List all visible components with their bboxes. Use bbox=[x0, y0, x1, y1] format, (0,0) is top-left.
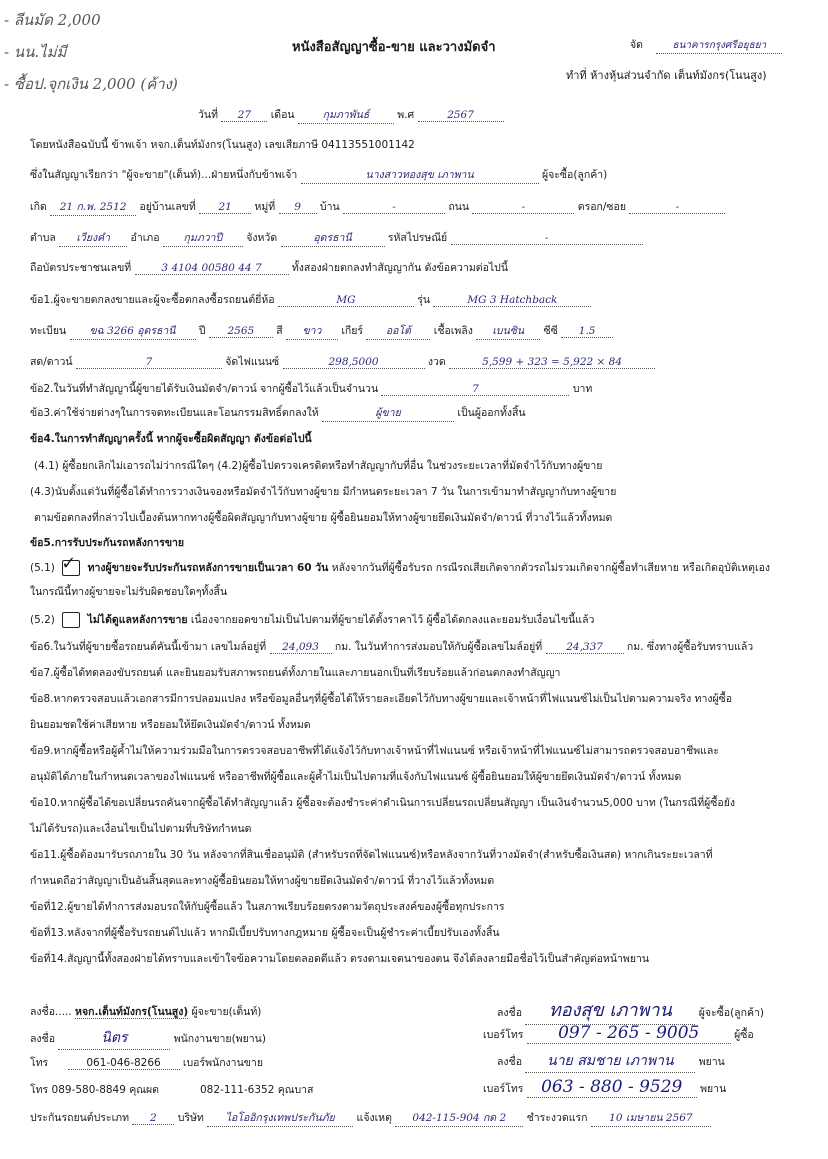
finance-label: จัดไฟแนนซ์ bbox=[225, 356, 280, 368]
document-title: หนังสือสัญญาซื้อ-ขาย และวางมัดจำ bbox=[292, 40, 496, 55]
car-cc: 1.5 bbox=[561, 325, 613, 338]
clause-2-text: ข้อ2.ในวันที่ทำสัญญานี้ผู้ขายได้รับเงินมัดจำ/ดาวน์ จากผู้ซื้อไว้แล้วเป็นจำนวน bbox=[30, 383, 379, 395]
buyer-post: ผู้จะซื้อ(ลูกค้า) bbox=[541, 169, 608, 181]
handwritten-note-1: - ลีนมัด 2,000 bbox=[4, 11, 101, 29]
fuel-label: เชื้อเพลิง bbox=[433, 325, 473, 337]
car-fuel: เบนซิน bbox=[476, 322, 540, 340]
mileage-out: 24,337 bbox=[546, 641, 624, 654]
car-model: MG 3 Hatchback bbox=[433, 294, 591, 307]
contact-tel-1: โทร 089-580-8849 คุณผต bbox=[30, 1084, 159, 1096]
buyer-tel-post: ผู้ซื้อ bbox=[734, 1029, 754, 1041]
village-label: บ้าน bbox=[319, 201, 340, 213]
clause-2-unit: บาท bbox=[572, 383, 593, 395]
witness-sign-label: ลงชื่อ bbox=[497, 1056, 522, 1068]
clause-9b: อนุมัติได้ภายในกำหนดเวลาของไฟแนนซ์ หรืออาชีพที่ผู้ซื้อและผู้ค้ำไม่เป็นไปตามที่แจ้งกับไฟแนนซ์ ผู้ซื้อยินยอมให้ผู้ขายยึดเงินมัดจำ/ดาวน์ ทั้งหมด bbox=[30, 771, 682, 783]
soi-value: - bbox=[629, 201, 725, 214]
clause-3-post: เป็นผู้ออกทั้งสิ้น bbox=[457, 407, 526, 419]
no-warranty-checkbox[interactable] bbox=[62, 612, 80, 628]
inst-value: 5,599 + 323 = 5,922 × 84 bbox=[449, 356, 655, 369]
buyer-tel: 097 - 265 - 9005 bbox=[527, 1023, 731, 1044]
date-label: วันที่ bbox=[198, 109, 218, 121]
staff-tel: 061-046-8266 bbox=[68, 1057, 180, 1070]
finance-line bbox=[30, 353, 655, 370]
id-line bbox=[30, 259, 508, 276]
car-brand: MG bbox=[278, 294, 414, 307]
car-reg: ขฉ 3266 อุดรธานี bbox=[70, 322, 196, 340]
buyer-sign-post: ผู้จะซื้อ(ลูกค้า) bbox=[698, 1007, 764, 1019]
made-at: ทำที่ ห้างหุ้นส่วนจำกัด เต็นท์มังกร(โนนสูง) bbox=[566, 69, 767, 82]
born-value: 21 ก.พ. 2512 bbox=[50, 198, 136, 216]
amphoe-label: อำเภอ bbox=[130, 232, 160, 244]
inst-label: งวด bbox=[427, 356, 446, 368]
clause-6 bbox=[30, 638, 753, 655]
handwritten-note-2: - นน.ไม่มี bbox=[4, 43, 67, 61]
date-month: กุมภาพันธ์ bbox=[298, 106, 394, 124]
clause-5-heading: ข้อ5.การรับประกันรถหลังการขาย bbox=[30, 537, 185, 549]
tambon-value: เวียงคำ bbox=[59, 229, 127, 247]
clause-5-2 bbox=[30, 611, 594, 628]
road-label: ถนน bbox=[448, 201, 470, 213]
id-post: ทั้งสองฝ่ายตกลงทำสัญญากัน ดังข้อความต่อไปนี้ bbox=[291, 262, 509, 274]
car-year-label: ปี bbox=[198, 325, 206, 337]
clause-4-3b: ตามข้อตกลงที่กล่าวไปเบื้องต้นหากทางผู้ซื้อผิดสัญญากับทางผู้ขาย ผู้ซื้อยินยอมให้ทางผู้ขายยึดเงินมัดจำ/ดาวน์ ที่วางไว้แล้วทั้งหมด bbox=[34, 512, 613, 524]
clause-11a: ข้อ11.ผู้ซื้อต้องมารับรถภายใน 30 วัน หลังจากที่สินเชื่ออนุมัติ (สำหรับรถที่จัดไฟแนนซ์)หรือหลังจากวันที่วางมัดจำ(สำหรับซื้อเงินสด) หากเกินระยะเวลาที่ bbox=[30, 849, 713, 861]
house-label: อยู่บ้านเลขที่ bbox=[139, 201, 196, 213]
gear-label: เกียร์ bbox=[341, 325, 364, 337]
buyer-tel-label: เบอร์โทร bbox=[483, 1029, 524, 1041]
clause-10a: ข้อ10.หากผู้ซื้อได้ขอเปลี่ยนรถคันจากผู้ซื้อได้ทำสัญญาแล้ว ผู้ซื้อจะต้องชำระค่าดำเนินการเปลี่ยนรถเปลี่ยนสัญญา เป็นเงินจำนวน5,000 บาท (ในกรณีที่ผู้ซื้อยัง bbox=[30, 797, 736, 809]
ins-company: ไอโออิกรุงเทพประกันภัย bbox=[207, 1109, 353, 1127]
contact-tel-2: 082-111-6352 คุณบาส bbox=[200, 1084, 314, 1096]
moo-value: 9 bbox=[279, 201, 317, 214]
car-color: ขาว bbox=[286, 322, 338, 340]
moo-label: หมู่ที่ bbox=[254, 201, 276, 213]
clause-5-1-label: (5.1) bbox=[30, 562, 55, 574]
clause-7: ข้อ7.ผู้ซื้อได้ทดลองขับรถยนต์ และยินยอมรับสภาพรถยนต์ทั้งภายในและภายนอกเป็นที่เรียบร้อยแล้วก่อนตกลงทำสัญญา bbox=[30, 667, 561, 679]
mileage-in: 24,093 bbox=[270, 641, 332, 654]
clause-3-value: ผู้ขาย bbox=[322, 404, 454, 422]
clause-3 bbox=[30, 404, 526, 422]
seller-sign-name: หจก.เต็นท์มังกร(โนนสูง) bbox=[75, 1006, 189, 1018]
warranty-checkbox-checked[interactable] bbox=[61, 553, 80, 576]
clause-4-heading: ข้อ4.ในการทำสัญญาครั้งนี้ หากผู้จะซื้อผิดสัญญา ดังข้อต่อไปนี้ bbox=[30, 433, 312, 445]
ins-notify-label: แจ้งเหตุ bbox=[356, 1112, 392, 1124]
finance-value: 298,5000 bbox=[283, 356, 425, 369]
at-line bbox=[630, 36, 782, 54]
staff-sign-label: ลงชื่อ bbox=[30, 1033, 55, 1045]
staff-tel-line bbox=[30, 1054, 263, 1071]
road-value: - bbox=[472, 201, 574, 214]
insurance-line bbox=[30, 1109, 711, 1127]
witness-tel-post: พยาน bbox=[700, 1083, 727, 1095]
witness-sign-post: พยาน bbox=[698, 1056, 725, 1068]
born-label: เกิด bbox=[30, 201, 47, 213]
seller-sign-label: ลงชื่อ..... bbox=[30, 1006, 72, 1018]
reg-label: ทะเบียน bbox=[30, 325, 67, 337]
car-reg-line bbox=[30, 322, 613, 340]
amphoe-value: กุมภวาปี bbox=[163, 229, 243, 247]
clause-2-value: 7 bbox=[381, 383, 569, 396]
seller-line: โดยหนังสือฉบับนี้ ข้าพเจ้า หจก.เต็นท์มังกร(โนนสูง) เลขเสียภาษี 04113551001142 bbox=[30, 139, 415, 151]
down-label: สด/ดาวน์ bbox=[30, 356, 73, 368]
clause-11b: กำหนดถือว่าสัญญาเป็นอันสิ้นสุดและทางผู้ซื้อยินยอมให้ทางผู้ขายยึดเงินมัดจำ/ดาวน์ ที่วางไว้แล้วทั้งหมด bbox=[30, 875, 495, 887]
clause-5-1-bold: ทางผู้ขายจะรับประกันรถหลังการขายเป็นเวลา 60 วัน bbox=[87, 562, 329, 574]
zip-value: - bbox=[451, 232, 643, 245]
buyer-signature: ทองสุข เภาพาน bbox=[525, 995, 695, 1025]
id-label: ถือบัตรประชาชนเลขที่ bbox=[30, 262, 132, 274]
clause-4-1: (4.1) ผู้ซื้อยกเลิกไม่เอารถไม่ว่ากรณีใดๆ (4.2)ผู้ซื้อไปตรวจเครดิตหรือทำสัญญากับที่อื่น ในช่วงระยะเวลาที่มัดจำไว้กับทางผู้ขาย bbox=[34, 460, 603, 472]
village-value: - bbox=[343, 201, 445, 214]
clause-3-text: ข้อ3.ค่าใช้จ่ายต่างๆในการจดทะเบียนและโอนกรรมสิทธิ์ตกลงให้ bbox=[30, 407, 319, 419]
clause-5-1 bbox=[30, 553, 771, 576]
date-line bbox=[198, 106, 504, 124]
house-no: 21 bbox=[199, 201, 251, 214]
id-value: 3 4104 00580 44 7 bbox=[135, 262, 289, 275]
buyer-tel-line bbox=[483, 1023, 754, 1044]
zip-label: รหัสไปรษณีย์ bbox=[387, 232, 448, 244]
clause-4-3: (4.3)นับตั้งแต่วันที่ผู้ซื้อได้ทำการวางเงินจองหรือมัดจำไว้กับทางผู้ขาย มีกำหนดระยะเวลา 7 วัน ในการเข้ามาทำสัญญากับทางผู้ขาย bbox=[30, 486, 617, 498]
buyer-sign-label: ลงชื่อ bbox=[497, 1007, 522, 1019]
cc-label: ซีซี bbox=[543, 325, 558, 337]
tambon-label: ตำบล bbox=[30, 232, 56, 244]
ins-first-date: 10 เมษายน 2567 bbox=[591, 1109, 711, 1127]
at-value: ธนาคารกรุงศรีอยุธยา bbox=[656, 38, 782, 54]
buyer-pre: ซึ่งในสัญญาเรียกว่า "ผู้จะขาย"(เต็นท์)...ฝ่ายหนึ่งกับข้าพเจ้า bbox=[30, 169, 298, 181]
car-gear: ออโต้ bbox=[366, 322, 430, 340]
soi-label: ตรอก/ซอย bbox=[577, 201, 627, 213]
clause-5-2-rest: เนื่องจากยอดขายไม่เป็นไปตามที่ผู้ขายได้ตั้งราคาไว้ ผู้ซื้อได้ตกลงและยอมรับเงื่อนไขนี้แล้ว bbox=[190, 614, 595, 626]
clause-10b: ไม่ได้รับรถ)และเงื่อนไขเป็นไปตามที่บริษัทกำหนด bbox=[30, 823, 252, 835]
staff-signature-line bbox=[30, 1027, 266, 1050]
staff-tel-label: โทร bbox=[30, 1057, 49, 1069]
car-year: 2565 bbox=[209, 325, 273, 338]
clause-6-post: กม. ซึ่งทางผู้ซื้อรับทราบแล้ว bbox=[626, 641, 754, 653]
clause-14: ข้อที่14.สัญญานี้ทั้งสองฝ่ายได้ทราบและเข้าใจข้อความโดยตลอดดีแล้ว ตรงตามเจตนาของตน จึงได้ลงลายมือชื่อไว้เป็นสำคัญต่อหน้าพยาน bbox=[30, 953, 650, 965]
clause-9a: ข้อ9.หากผู้ซื้อหรือผู้ค้ำไม่ให้ความร่วมมือในการตรวจสอบอาชีพที่ได้แจ้งไว้กับทางเจ้าหน้าที่ไฟแนนซ์ หรือเจ้าหน้าที่ไฟแนนซ์ไม่สามารถตรวจสอบอาชีพและ bbox=[30, 745, 719, 757]
province-label: จังหวัด bbox=[246, 232, 278, 244]
address-line-1 bbox=[30, 198, 725, 216]
at-label: จัด bbox=[630, 39, 643, 51]
clause-8b: ยินยอมชดใช้ค่าเสียหาย หรือยอมให้ยึดเงินมัดจำ/ดาวน์ ทั้งหมด bbox=[30, 719, 311, 731]
clause-5-1b: ในกรณีนี้ทางผู้ขายจะไม่รับผิดชอบใดๆทั้งสิ้น bbox=[30, 586, 228, 598]
ins-label: ประกันรถยนต์ประเภท bbox=[30, 1112, 130, 1124]
clause-13: ข้อที่13.หลังจากที่ผู้ซื้อรับรถยนต์ไปแล้ว หากมีเบี้ยปรับทางกฎหมาย ผู้ซื้อจะเป็นผู้ชำระค่าเบี้ยปรับเองทั้งสิ้น bbox=[30, 927, 500, 939]
clause-5-2-label: (5.2) bbox=[30, 614, 55, 626]
buyer-name: นางสาวทองสุข เภาพาน bbox=[301, 166, 539, 184]
buyer-signature-line bbox=[497, 995, 764, 1025]
seller-sign-post: ผู้จะขาย(เต็นท์) bbox=[191, 1006, 262, 1018]
ins-type: 2 bbox=[132, 1112, 174, 1125]
clause-6-mid: กม. ในวันทำการส่งมอบให้กับผู้ซื้อเลขไมล์อยู่ที่ bbox=[334, 641, 543, 653]
date-year: 2567 bbox=[418, 109, 504, 122]
clause-5-2-bold: ไม่ได้ดูแลหลังการขาย bbox=[87, 614, 188, 626]
ins-notify: 042-115-904 กด 2 bbox=[395, 1109, 523, 1127]
witness-signature: นาย สมชาย เภาพาน bbox=[525, 1050, 695, 1073]
clause-2 bbox=[30, 380, 592, 397]
witness-tel-label: เบอร์โทร bbox=[483, 1083, 524, 1095]
witness-tel-line bbox=[483, 1077, 726, 1098]
clause-1-label: ข้อ1.ผู้จะขายตกลงขายและผู้จะซื้อตกลงซื้อรถยนต์ยี่ห้อ bbox=[30, 294, 275, 306]
checkmark-icon: ✓ bbox=[61, 553, 77, 574]
month-label: เดือน bbox=[270, 109, 295, 121]
model-label: รุ่น bbox=[417, 294, 431, 306]
province-value: อุดรธานี bbox=[281, 229, 385, 247]
clause-1 bbox=[30, 291, 591, 308]
clause-12: ข้อที่12.ผู้ขายได้ทำการส่งมอบรถให้กับผู้ซื้อแล้ว ในสภาพเรียบร้อยตรงตามวัตถุประสงค์ของผู้ซื้อทุกประการ bbox=[30, 901, 505, 913]
clause-5-1-rest: หลังจากวันที่ผู้ซื้อรับรถ กรณีรถเสียเกิดจากตัวรถไม่รวมเกิดจากผู้ซื้อทำเสียหาย หรือเกิดอุบัติเหตุเอง bbox=[331, 562, 771, 574]
staff-signature: นิตร bbox=[58, 1027, 170, 1050]
seller-signature-line bbox=[30, 1003, 261, 1020]
staff-sign-post: พนักงานขาย(พยาน) bbox=[173, 1033, 266, 1045]
clause-8a: ข้อ8.หากตรวจสอบแล้วเอกสารมีการปลอมแปลง หรือข้อมูลอื่นๆที่ผู้ซื้อได้ให้รายละเอียดไว้กับทางผู้ขายและเจ้าหน้าที่ไฟแนนซ์ไม่เป็นไปตามความจริง ทางผู้ซื้อ bbox=[30, 693, 733, 705]
down-value: 7 bbox=[76, 356, 222, 369]
ins-first-label: ชำระงวดแรก bbox=[526, 1112, 588, 1124]
address-line-2 bbox=[30, 229, 643, 247]
color-label: สี bbox=[276, 325, 283, 337]
witness-tel: 063 - 880 - 9529 bbox=[527, 1077, 697, 1098]
handwritten-note-3: - ซื้อป.จุกเงิน 2,000 (ค้าง) bbox=[4, 75, 178, 93]
clause-6-pre: ข้อ6.ในวันที่ผู้ขายซื้อรถยนต์คันนี้เข้ามา เลขไมล์อยู่ที่ bbox=[30, 641, 267, 653]
staff-tel-post: เบอร์พนักงานขาย bbox=[182, 1057, 263, 1069]
year-label: พ.ศ bbox=[397, 109, 415, 121]
buyer-line bbox=[30, 166, 607, 184]
ins-company-label: บริษัท bbox=[177, 1112, 204, 1124]
date-day: 27 bbox=[221, 109, 267, 122]
witness-signature-line bbox=[497, 1050, 725, 1073]
